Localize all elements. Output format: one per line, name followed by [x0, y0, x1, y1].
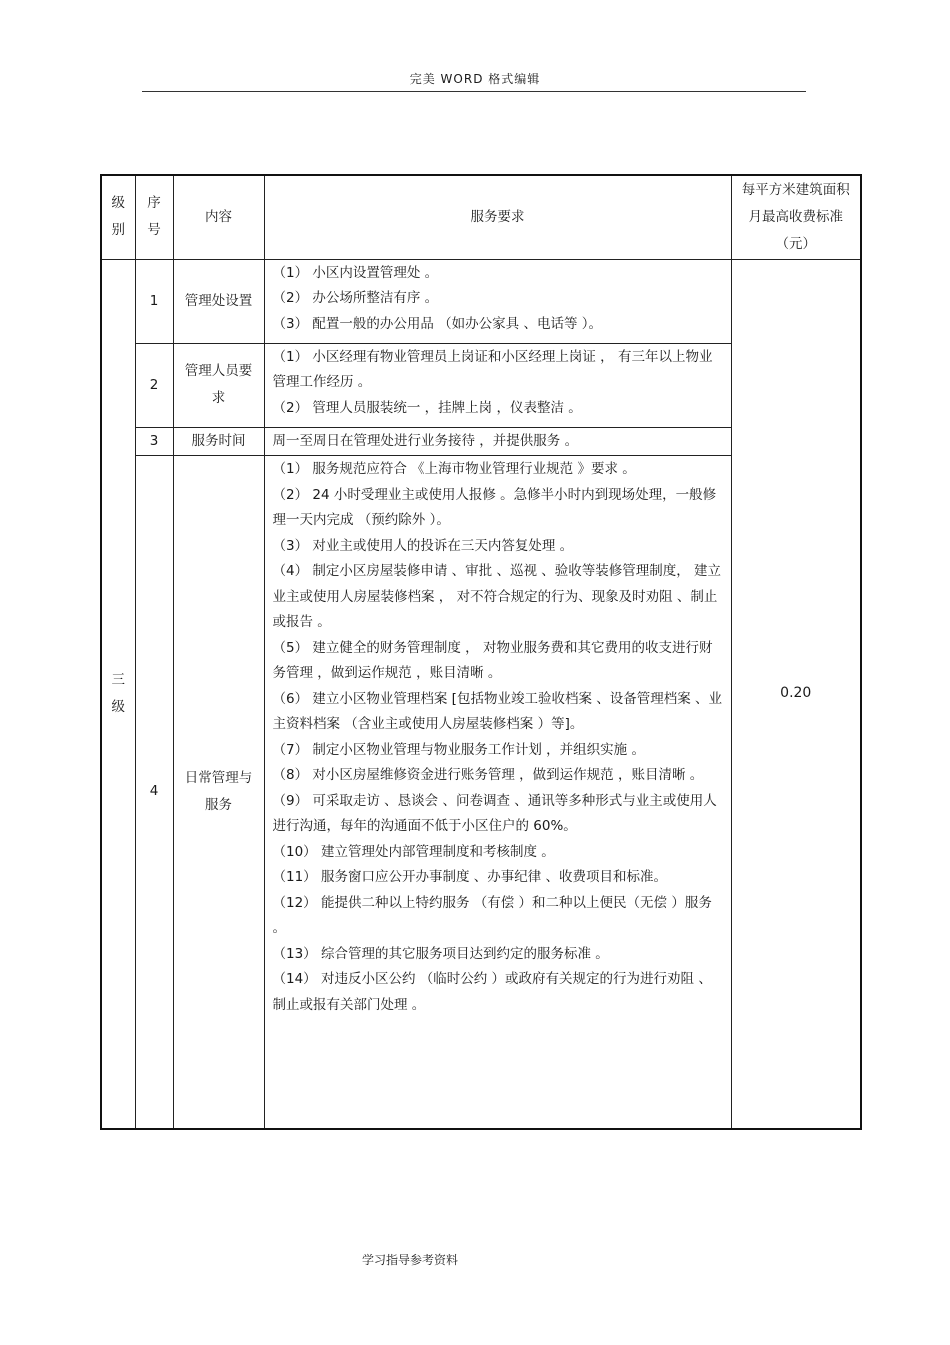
header-content: 内容	[173, 175, 264, 259]
requirement-line: （6） 建立小区物业管理档案 [包括物业竣工验收档案 、设备管理档案 、业主资料档案 （含业主或使用人房屋装修档案 ）等]。	[272, 690, 723, 732]
requirement-line: （13） 综合管理的其它服务项目达到约定的服务标准 。	[272, 945, 609, 962]
requirement-line: （9） 可采取走访 、恳谈会 、问卷调查 、通讯等多种形式与业主或使用人进行沟通，每年的沟通面不低于小区住户的 60%。	[272, 792, 717, 834]
requirement-line: （3） 对业主或使用人的投诉在三天内答复处理 。	[272, 537, 574, 554]
table-header-row	[101, 175, 861, 259]
requirement-line: （11） 服务窗口应公开办事制度 、办事纪律 、收费项目和标准。	[272, 869, 668, 885]
requirement-line: （3） 配置一般的办公用品 （如办公家具 、电话等 ）。	[272, 315, 603, 332]
requirement-line: （7） 制定小区物业管理与物业服务工作计划 ，并组织实施 。	[272, 741, 645, 758]
row-content: 管理人员要求	[173, 343, 264, 427]
requirement-line: （2） 办公场所整洁有序 。	[272, 290, 439, 306]
header-fee: 每平方米建筑面积月最高收费标准 （元）	[731, 175, 861, 259]
table-row	[101, 259, 861, 343]
row-requirement	[264, 343, 731, 427]
requirement-line: （1） 服务规范应符合 《上海市物业管理行业规范 》要求 。	[272, 461, 636, 477]
service-standard-table	[100, 174, 862, 1130]
row-requirement	[264, 456, 731, 1129]
requirement-line: （5） 建立健全的财务管理制度 ， 对物业服务费和其它费用的收支进行财务管理 ，做到运作规范 ，账目清晰 。	[272, 639, 713, 681]
row-seq: 1	[135, 259, 173, 343]
header-requirement: 服务要求	[264, 175, 731, 259]
level-cell: 三级	[101, 259, 135, 1129]
fee-cell: 0.20	[731, 259, 861, 1129]
header-seq: 序号	[135, 175, 173, 259]
page-header-title: 完美 WORD 格式编辑	[409, 72, 541, 86]
row-requirement	[264, 427, 731, 456]
requirement-line: （2） 管理人员服装统一 ，挂牌上岗 ，仪表整洁 。	[272, 399, 582, 416]
row-content: 服务时间	[173, 427, 264, 456]
requirement-line: 周一至周日在管理处进行业务接待 ，并提供服务 。	[272, 432, 579, 449]
row-seq: 4	[135, 456, 173, 1129]
header-level: 级别	[101, 175, 135, 259]
requirement-line: （4） 制定小区房屋装修申请 、审批 、巡视 、验收等装修管理制度， 建立业主或使用人房屋装修档案 ， 对不符合规定的行为、现象及时劝阻 、制止或报告 。	[272, 563, 722, 630]
row-seq: 3	[135, 427, 173, 456]
requirement-line: （1） 小区经理有物业管理员上岗证和小区经理上岗证 ， 有三年以上物业管理工作经历 。	[272, 348, 713, 390]
requirement-line: （10） 建立管理处内部管理制度和考核制度 。	[272, 843, 555, 860]
requirement-line: （2） 24 小时受理业主或使用人报修 。急修半小时内到现场处理，一般修理一天内完成 （预约除外 ）。	[272, 486, 717, 528]
page-footer-text: 学习指导参考资料	[361, 1253, 458, 1267]
row-seq: 2	[135, 343, 173, 427]
row-requirement	[264, 259, 731, 343]
requirement-line: （12） 能提供二种以上特约服务 （有偿 ）和二种以上便民（无偿 ）服务 。	[272, 894, 712, 936]
requirement-line: （8） 对小区房屋维修资金进行账务管理 ，做到运作规范 ，账目清晰 。	[272, 767, 704, 783]
row-content: 管理处设置	[173, 259, 264, 343]
requirement-line: （14） 对违反小区公约 （临时公约 ）或政府有关规定的行为进行劝阻 、制止或报有关部门处理 。	[272, 971, 712, 1013]
row-content: 日常管理与服务	[173, 456, 264, 1129]
requirement-line: （1） 小区内设置管理处 。	[272, 264, 439, 281]
header-divider	[142, 91, 806, 92]
